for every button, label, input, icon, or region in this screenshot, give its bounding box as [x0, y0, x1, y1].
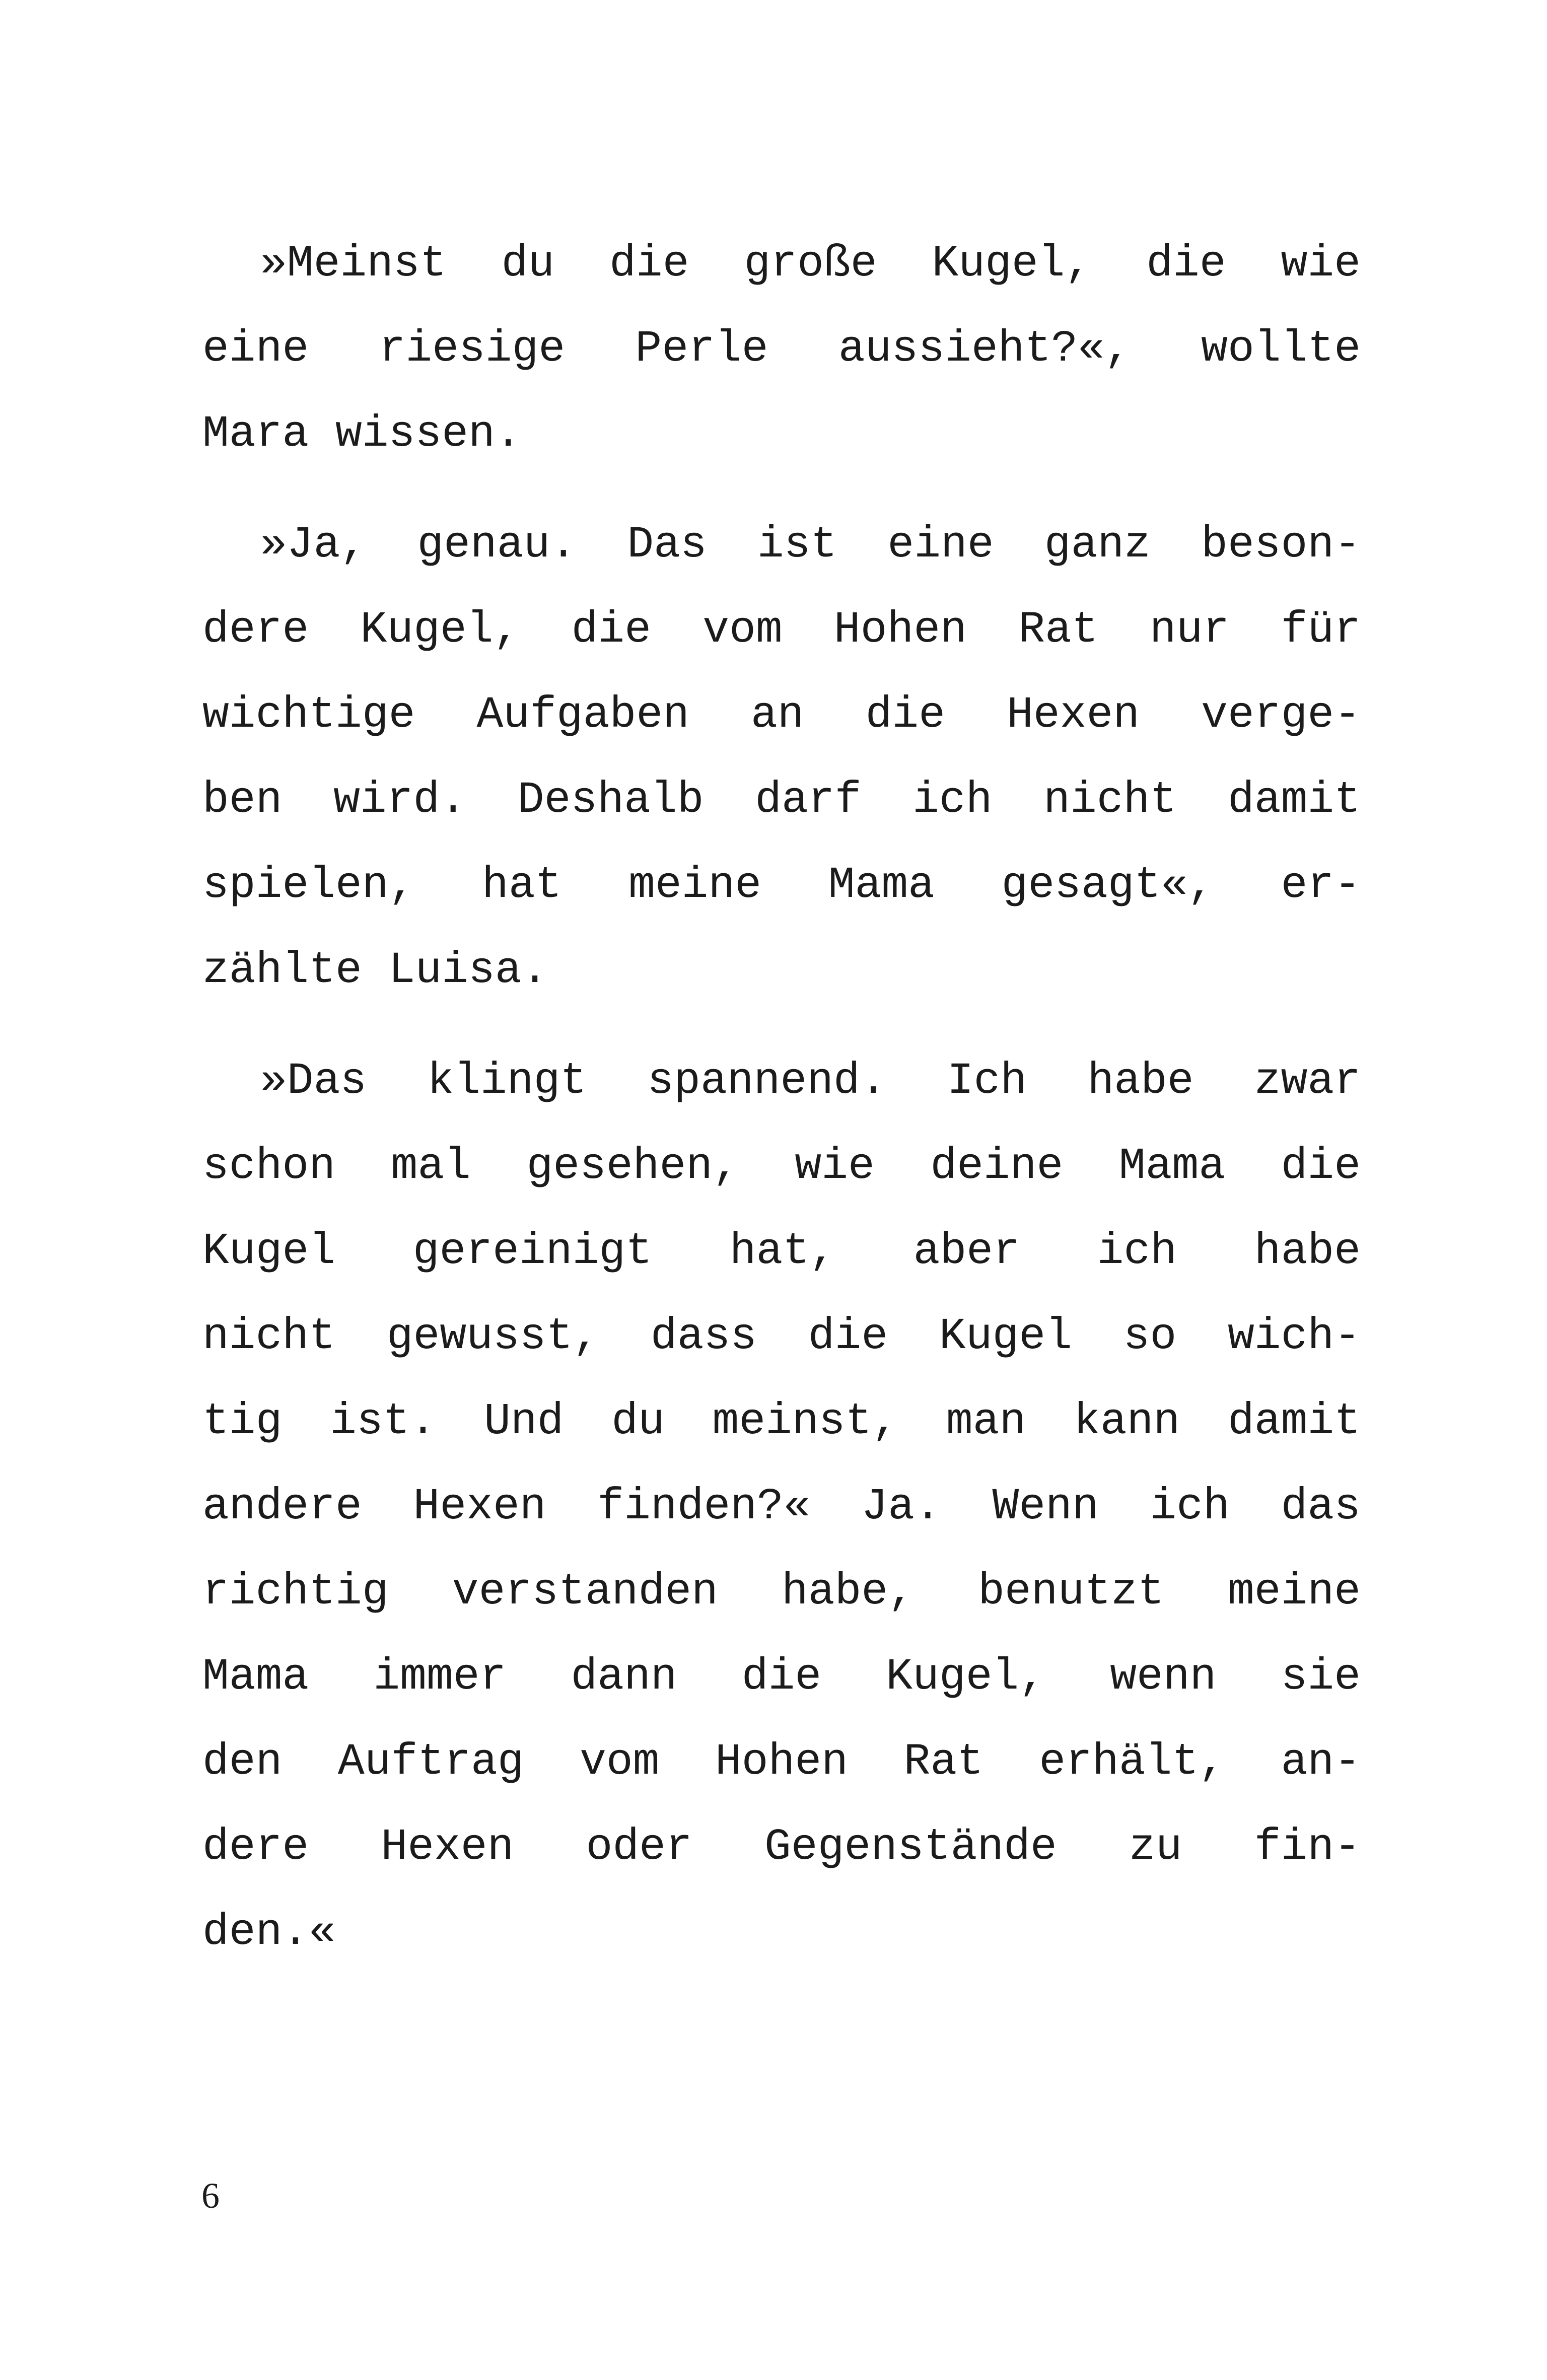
paragraph-1-line-1: »Meinst du die große Kugel, die wie — [260, 239, 1361, 289]
paragraph-3-line-7: richtig verstanden habe, benutzt meine — [202, 1567, 1361, 1617]
paragraph-2-line-5: spielen, hat meine Mama gesagt«, er- — [202, 861, 1361, 911]
paragraph-1-line-3: Mara wissen. — [202, 409, 522, 459]
paragraph-2-line-1: »Ja, genau. Das ist eine ganz beson- — [260, 520, 1361, 570]
paragraph-3-line-6: andere Hexen finden?« Ja. Wenn ich das — [202, 1482, 1361, 1532]
page-number: 6 — [201, 2176, 220, 2216]
paragraph-2-line-2: dere Kugel, die vom Hohen Rat nur für — [202, 605, 1361, 655]
paragraph-3-line-4: nicht gewusst, dass die Kugel so wich- — [202, 1312, 1361, 1362]
paragraph-3-line-9: den Auftrag vom Hohen Rat erhält, an- — [202, 1737, 1361, 1787]
paragraph-2-line-4: ben wird. Deshalb darf ich nicht damit — [202, 776, 1361, 825]
paragraph-2-line-6: zählte Luisa. — [202, 946, 548, 996]
paragraph-3-line-8: Mama immer dann die Kugel, wenn sie — [202, 1652, 1361, 1702]
paragraph-3-line-2: schon mal gesehen, wie deine Mama die — [202, 1142, 1361, 1192]
paragraph-3-line-11: den.« — [202, 1908, 336, 1957]
paragraph-3-line-3: Kugel gereinigt hat, aber ich habe — [202, 1227, 1361, 1277]
paragraph-3-line-10: dere Hexen oder Gegenstände zu fin- — [202, 1823, 1361, 1872]
paragraph-3-line-1: »Das klingt spannend. Ich habe zwar — [260, 1057, 1361, 1106]
paragraph-1-line-2: eine riesige Perle aussieht?«, wollte — [202, 324, 1361, 374]
paragraph-3-line-5: tig ist. Und du meinst, man kann damit — [202, 1397, 1361, 1447]
paragraph-2-line-3: wichtige Aufgaben an die Hexen verge- — [202, 690, 1361, 740]
